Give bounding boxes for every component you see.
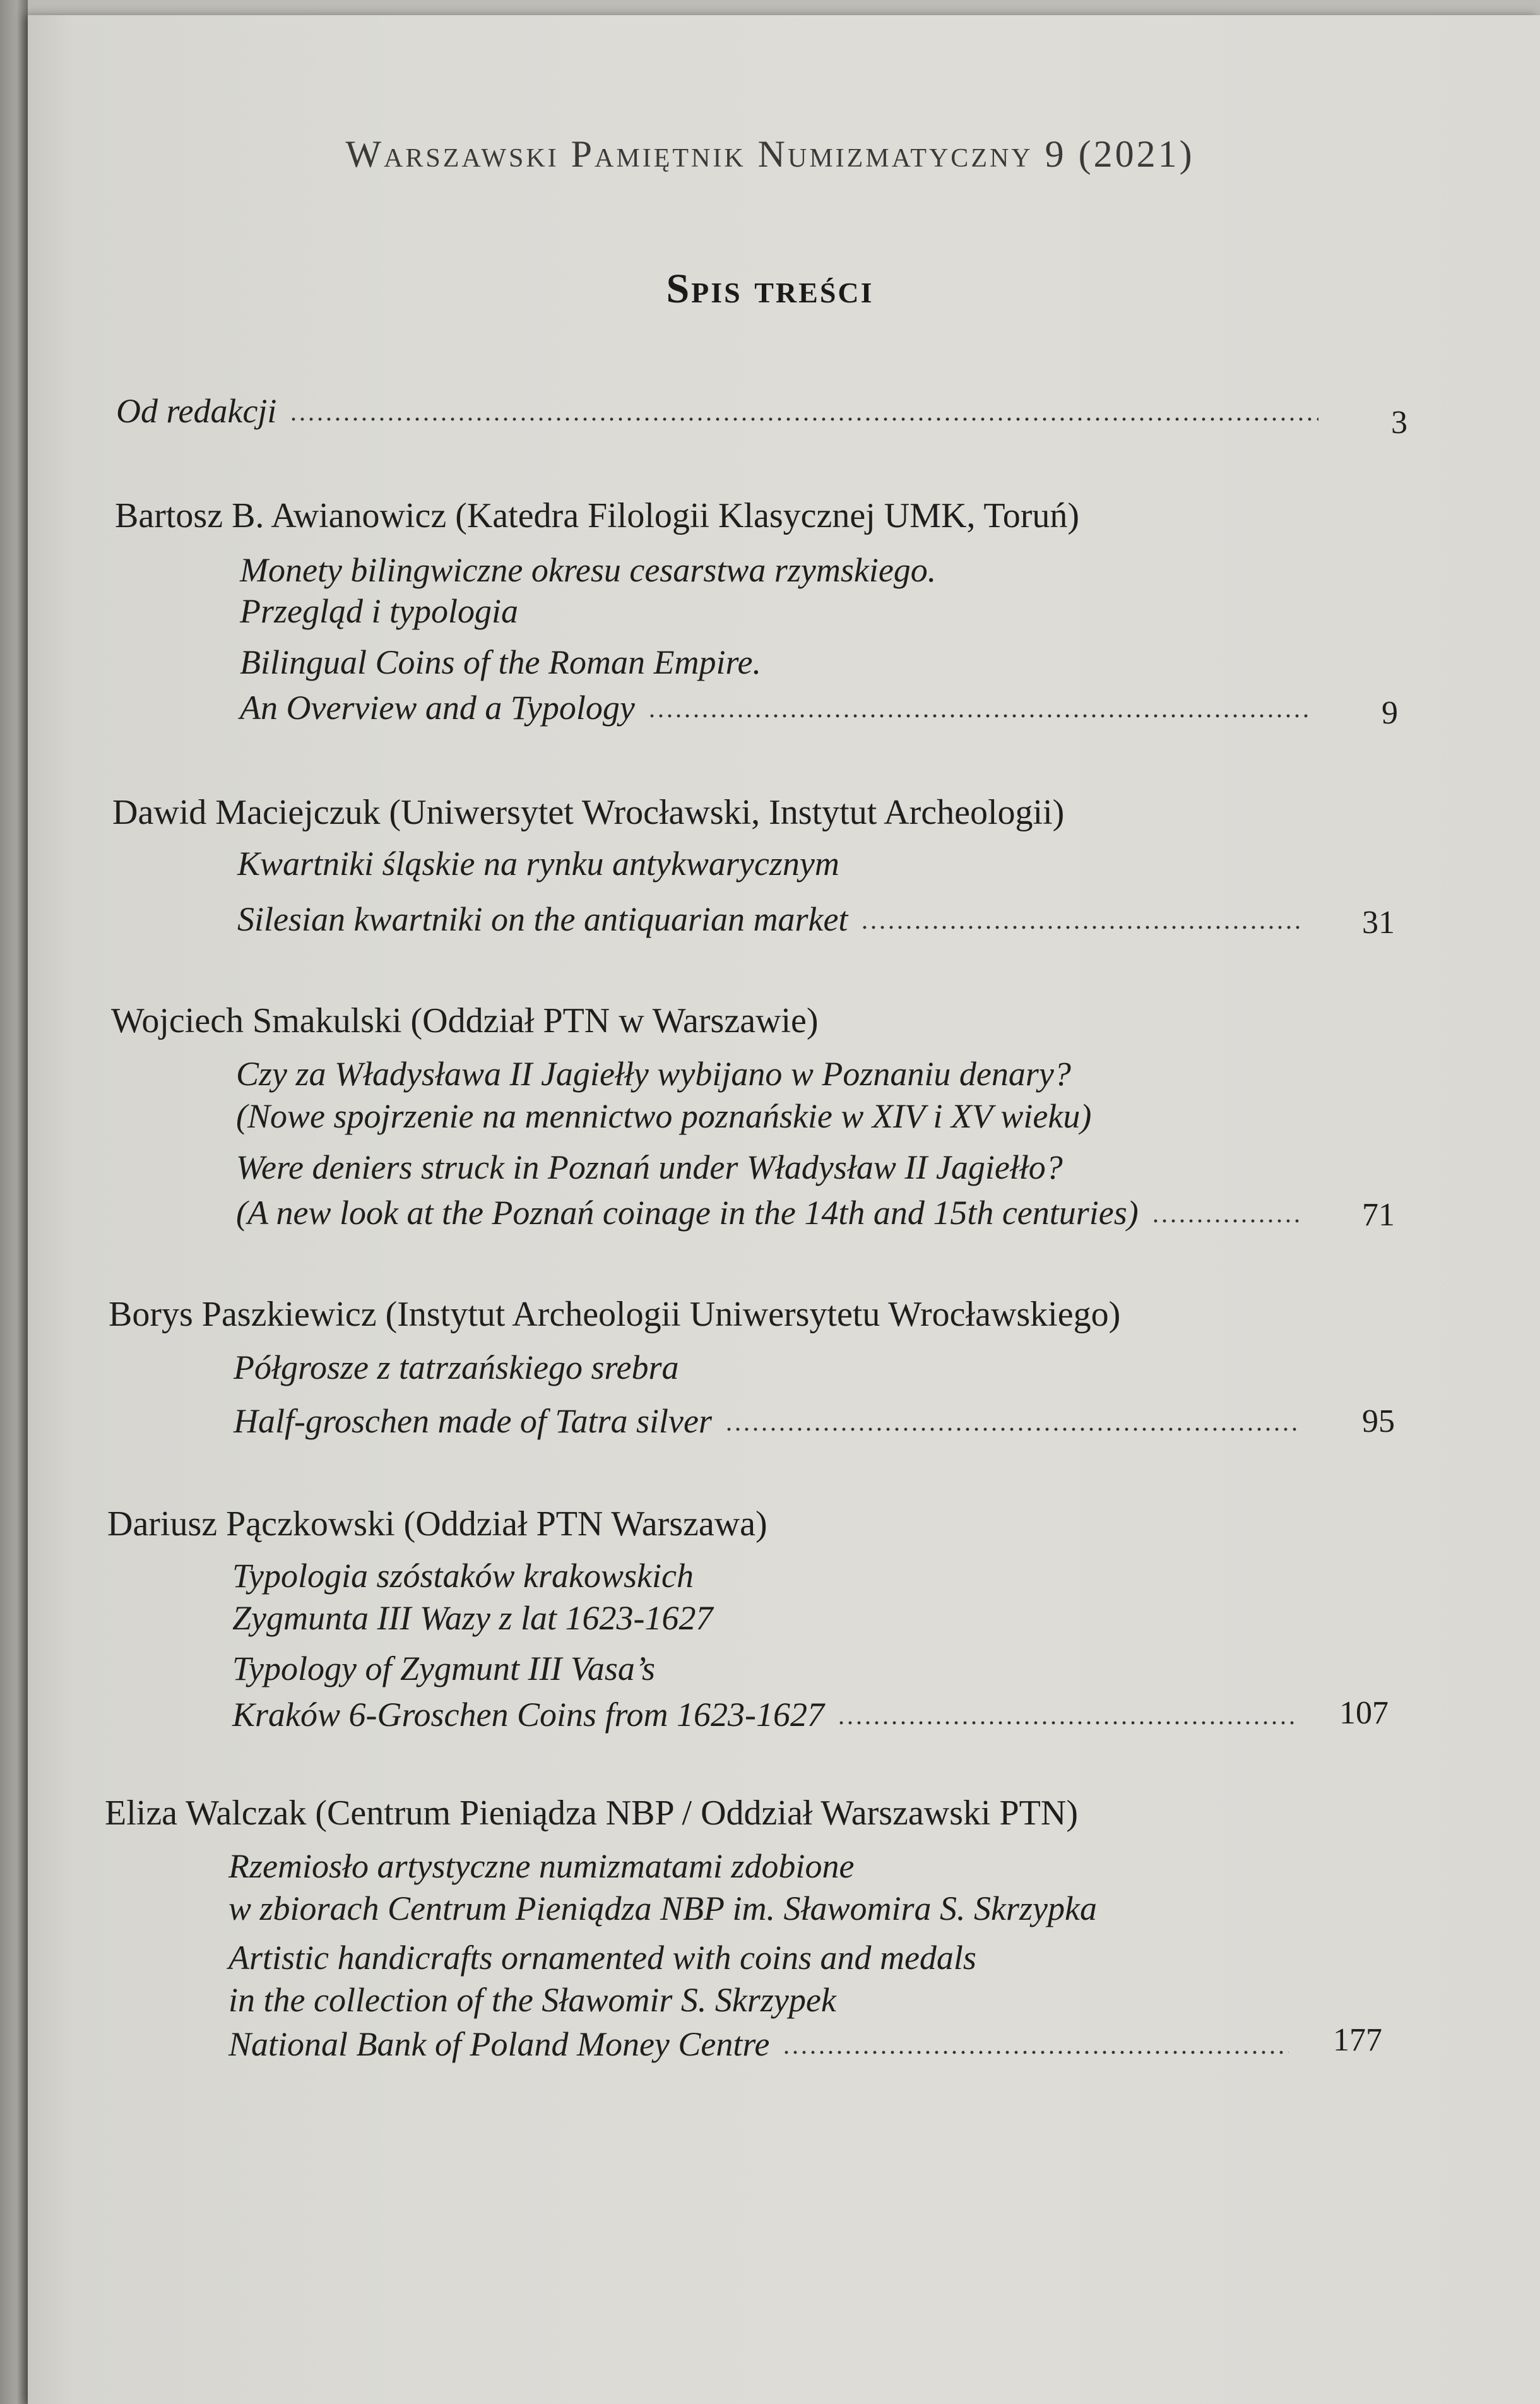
entry-title-line: Typologia szóstaków krakowskich bbox=[232, 1557, 694, 1595]
running-head: Warszawski Pamiętnik Numizmatyczny 9 (2021) bbox=[345, 133, 1195, 175]
leader-dots bbox=[837, 1692, 1298, 1726]
entry-title-line: National Bank of Poland Money Centre bbox=[228, 2025, 770, 2063]
entry-title-line: (Nowe spojrzenie na mennictwo poznańskie w XIV i XV wieku) bbox=[236, 1097, 1092, 1135]
entry-page-number: 31 bbox=[1362, 905, 1395, 941]
entry-title-dotline bbox=[236, 1190, 1309, 1232]
entry-title-line: Artistic handicrafts ornamented with coins and medals bbox=[228, 1939, 976, 1977]
leader-dots bbox=[289, 388, 1318, 422]
entry-author: Dawid Maciejczuk (Uniwersytet Wrocławski, Instytut Archeologii) bbox=[112, 793, 1065, 832]
entry-title-line: w zbiorach Centrum Pieniądza NBP im. Sławomira S. Skrzypka bbox=[228, 1889, 1097, 1927]
entry-title-line: Kwartniki śląskie na rynku antykwarycznym bbox=[237, 845, 839, 883]
entry-page-number: 71 bbox=[1362, 1197, 1395, 1233]
entry-author: Bartosz B. Awianowicz (Katedra Filologii Klasycznej UMK, Toruń) bbox=[115, 496, 1080, 535]
entry-page-number: 9 bbox=[1382, 695, 1398, 731]
entry-title-line: Półgrosze z tatrzańskiego srebra bbox=[234, 1348, 679, 1386]
leader-dots bbox=[782, 2021, 1289, 2056]
editorial-line bbox=[116, 388, 1325, 431]
entry-title-line: Monety bilingwiczne okresu cesarstwa rzymskiego. bbox=[240, 551, 937, 589]
entry-title-line: An Overview and a Typology bbox=[240, 689, 635, 727]
leader-dots bbox=[860, 896, 1304, 931]
entry-author: Eliza Walczak (Centrum Pieniądza NBP / Oddział Warszawski PTN) bbox=[105, 1794, 1078, 1833]
leader-dots bbox=[648, 685, 1313, 719]
toc-title: Spis treści bbox=[666, 266, 874, 312]
entry-page-number: 95 bbox=[1362, 1403, 1395, 1439]
entry-title-line: Zygmunta III Wazy z lat 1623-1627 bbox=[232, 1599, 713, 1637]
entry-title-line: Bilingual Coins of the Roman Empire. bbox=[240, 643, 761, 681]
book-binding bbox=[0, 0, 28, 2404]
entry-title-line: Were deniers struck in Poznań under Władysław II Jagiełło? bbox=[236, 1148, 1063, 1186]
leader-dots bbox=[725, 1398, 1300, 1432]
entry-title-dotline bbox=[234, 1398, 1306, 1441]
entry-title-dotline bbox=[228, 2021, 1295, 2064]
entry-title-line: (A new look at the Poznań coinage in the 14th and 15th centuries) bbox=[236, 1194, 1139, 1232]
entry-title-dotline bbox=[237, 896, 1310, 939]
entry-author: Borys Paszkiewicz (Instytut Archeologii Uniwersytetu Wrocławskiego) bbox=[109, 1295, 1121, 1334]
entry-title-line: Silesian kwartniki on the antiquarian market bbox=[237, 900, 848, 938]
entry-title-line: Przegląd i typologia bbox=[240, 592, 518, 630]
entry-title-line: in the collection of the Sławomir S. Skrzypek bbox=[228, 1981, 836, 2019]
leader-dots bbox=[1151, 1190, 1303, 1224]
entry-title-dotline bbox=[232, 1692, 1304, 1734]
editorial-page-number: 3 bbox=[1391, 405, 1407, 441]
entry-author: Dariusz Pączkowski (Oddział PTN Warszawa) bbox=[107, 1504, 767, 1544]
entry-page-number: 107 bbox=[1339, 1695, 1389, 1731]
entry-author: Wojciech Smakulski (Oddział PTN w Warszawie) bbox=[111, 1001, 819, 1040]
entry-title-line: Half-groschen made of Tatra silver bbox=[234, 1402, 712, 1440]
entry-title-line: Rzemiosło artystyczne numizmatami zdobione bbox=[228, 1847, 855, 1885]
entry-title-line: Kraków 6-Groschen Coins from 1623-1627 bbox=[232, 1696, 824, 1734]
entry-page-number: 177 bbox=[1333, 2022, 1382, 2058]
editorial-label: Od redakcji bbox=[116, 392, 277, 430]
entry-title-line: Typology of Zygmunt III Vasa’s bbox=[232, 1650, 655, 1687]
entry-title-line: Czy za Władysława II Jagiełły wybijano w Poznaniu denary? bbox=[236, 1055, 1071, 1093]
entry-title-dotline bbox=[240, 685, 1319, 727]
